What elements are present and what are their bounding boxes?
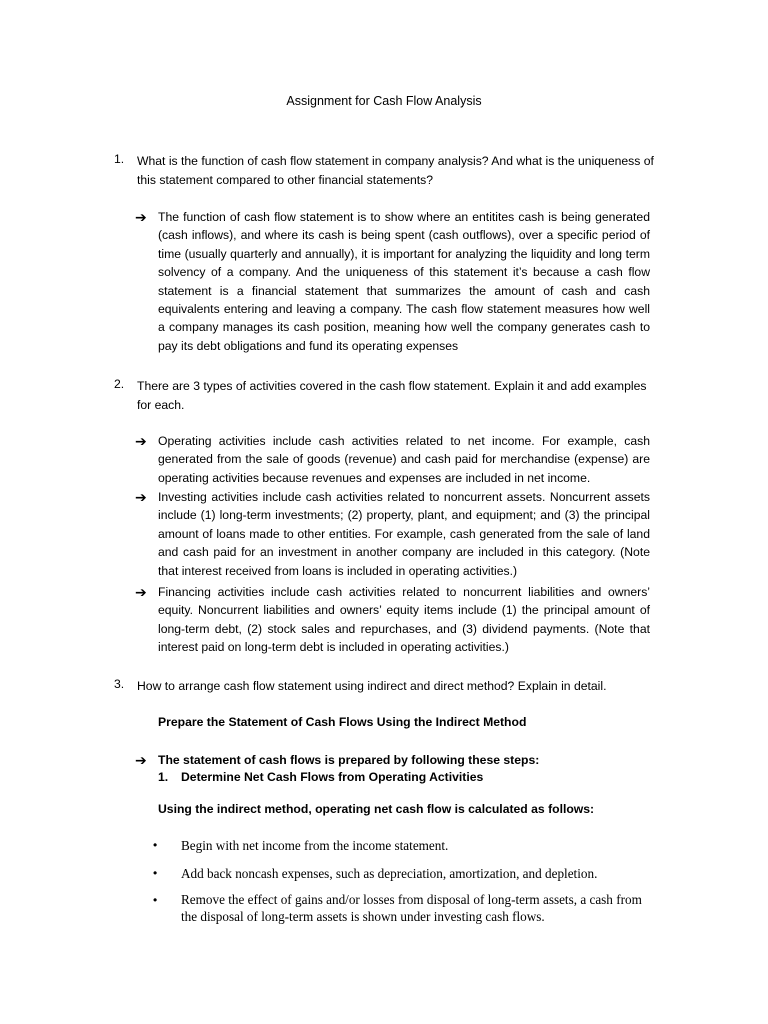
steps-intro: The statement of cash flows is prepared by following these steps: [158,753,540,767]
answer-2-operating: Operating activities include cash activities related to net income. For example, cash generated from the sale of goods (revenue) and cash paid for merchandise (expense) are operating activities because revenues and expenses are included in net income. [158,434,650,485]
step-1-heading: Determine Net Cash Flows from Operating Activities [181,770,484,784]
step-1-number: 1. [158,770,169,784]
arrow-icon: ➔ [135,489,147,505]
question-3-number: 3. [114,677,125,691]
answer-2-financing: Financing activities include cash activities related to noncurrent liabilities and owners’ equity. Noncurrent liabilities and owners’ equity items include (1) the principal amount of long-term debt, (2) stock sales and repurchases, and (3) dividend payments. (Note that interest paid on long-term debt is included in operating activities.) [158,585,650,655]
arrow-icon: ➔ [135,752,147,768]
arrow-icon: ➔ [135,433,147,449]
answer-1-text: The function of cash flow statement is to show where an entitites cash is being generated (cash inflows), and where its cash is being spent (cash outflows), over a specific period of time (usually quarterly and annually), it is important for analyzing the liquidity and long term solvency of a company. And the uniqueness of this statement it’s because a cash flow statement is a financial statement that summarizes the amount of cash and cash equivalents entering and leaving a company. The cash flow statement measures how well a company manages its cash position, meaning how well the company generates cash to pay its debt obligations and fund its operating expenses [158,210,650,353]
document-title: Assignment for Cash Flow Analysis [286,94,482,108]
question-1-text: What is the function of cash flow statement in company analysis? And what is the uniqueness of this statement compared to other financial statements? [137,154,654,187]
arrow-icon: ➔ [135,584,147,600]
arrow-icon: ➔ [135,209,147,225]
question-2-text: There are 3 types of activities covered in the cash flow statement. Explain it and add examples for each. [137,379,647,412]
bullet-item: Begin with net income from the income statement. [181,838,449,853]
bullet-icon: • [153,866,158,880]
section-subheading: Prepare the Statement of Cash Flows Using the Indirect Method [158,715,527,729]
question-2-number: 2. [114,377,125,391]
question-1-number: 1. [114,152,125,166]
bullet-item: Remove the effect of gains and/or losses from disposal of long-term assets, a cash from the disposal of long-term assets is shown under investing cash flows. [181,892,642,924]
bullet-icon: • [153,893,158,907]
answer-2-investing: Investing activities include cash activities related to noncurrent assets. Noncurrent assets include (1) long-term investments; (2) property, plant, and equipment; and (3) the principal amount of loans made to other entities. For example, cash generated from the sale of land and cash paid for an investment in another company are included in this category. (Note that interest received from loans is included in operating activities.) [158,490,650,578]
indirect-method-intro: Using the indirect method, operating net cash flow is calculated as follows: [158,802,595,816]
bullet-icon: • [153,838,158,852]
question-3-text: How to arrange cash flow statement using indirect and direct method? Explain in detail. [137,679,607,693]
bullet-item: Add back noncash expenses, such as depreciation, amortization, and depletion. [181,866,598,881]
